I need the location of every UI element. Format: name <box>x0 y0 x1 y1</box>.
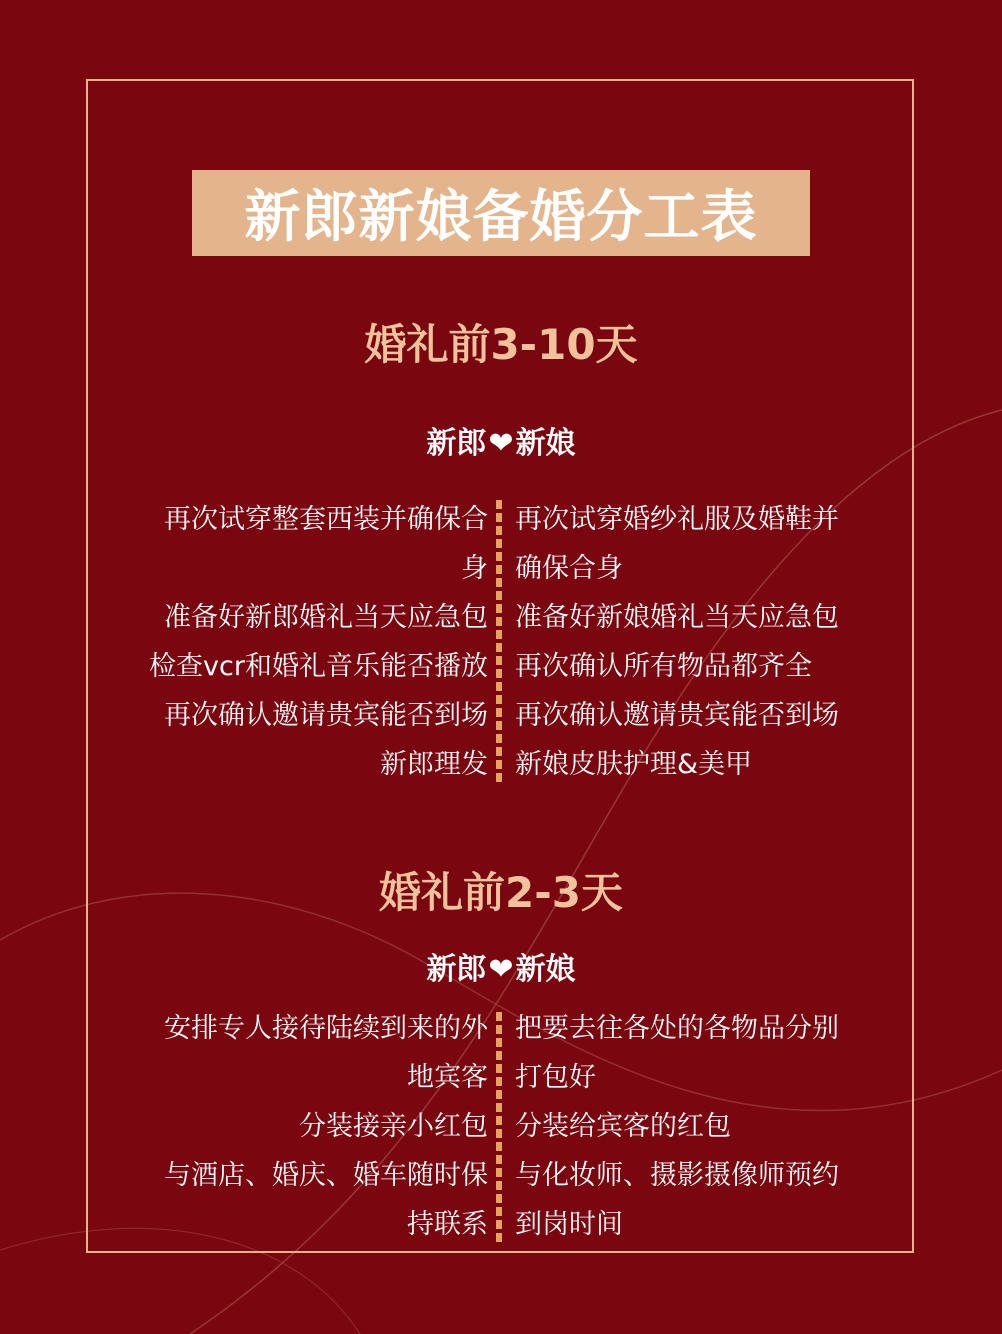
bride-task: 与化妆师、摄影摄像师预约 <box>515 1160 839 1191</box>
bride-task: 确保合身 <box>515 553 623 584</box>
groom-task: 身 <box>461 553 488 584</box>
column-header-1 <box>0 418 1002 462</box>
groom-task: 再次试穿整套西装并确保合 <box>164 504 488 535</box>
bride-task: 把要去往各处的各物品分别 <box>515 1013 839 1044</box>
groom-task: 与酒店、婚庆、婚车随时保 <box>164 1160 488 1191</box>
bride-task: 到岗时间 <box>515 1209 623 1240</box>
groom-task: 地宾客 <box>407 1062 488 1093</box>
groom-task: 新郎理发 <box>380 749 488 780</box>
page-title: 新郎新娘备婚分工表 <box>244 185 758 250</box>
bride-task: 新娘皮肤护理&美甲 <box>515 749 753 780</box>
groom-task: 检查vcr和婚礼音乐能否播放 <box>149 651 488 682</box>
section-title-1: 婚礼前3-10天 <box>364 320 638 369</box>
bride-task: 再次试穿婚纱礼服及婚鞋并 <box>515 504 839 535</box>
dotted-divider-2 <box>496 1012 502 1244</box>
bride-label: 新娘 <box>515 426 576 461</box>
bride-task: 再次确认所有物品都齐全 <box>515 651 812 682</box>
bride-task: 准备好新娘婚礼当天应急包 <box>515 602 839 633</box>
groom-task: 持联系 <box>407 1209 488 1240</box>
dotted-divider-1 <box>496 500 502 782</box>
groom-label: 新郎 <box>426 426 487 461</box>
groom-task: 分装接亲小红包 <box>299 1111 488 1142</box>
column-header-2 <box>0 944 1002 988</box>
groom-task: 准备好新郎婚礼当天应急包 <box>164 602 488 633</box>
groom-task: 再次确认邀请贵宾能否到场 <box>164 700 488 731</box>
heart-icon: ❤ <box>488 952 514 987</box>
groom-task: 安排专人接待陆续到来的外 <box>164 1013 488 1044</box>
bride-task: 分装给宾客的红包 <box>515 1111 731 1142</box>
title-banner <box>192 170 810 256</box>
section-title-2: 婚礼前2-3天 <box>379 868 623 917</box>
groom-label: 新郎 <box>426 952 487 987</box>
heart-icon: ❤ <box>488 426 514 461</box>
bride-task: 再次确认邀请贵宾能否到场 <box>515 700 839 731</box>
bride-label: 新娘 <box>515 952 576 987</box>
bride-task: 打包好 <box>515 1062 596 1093</box>
